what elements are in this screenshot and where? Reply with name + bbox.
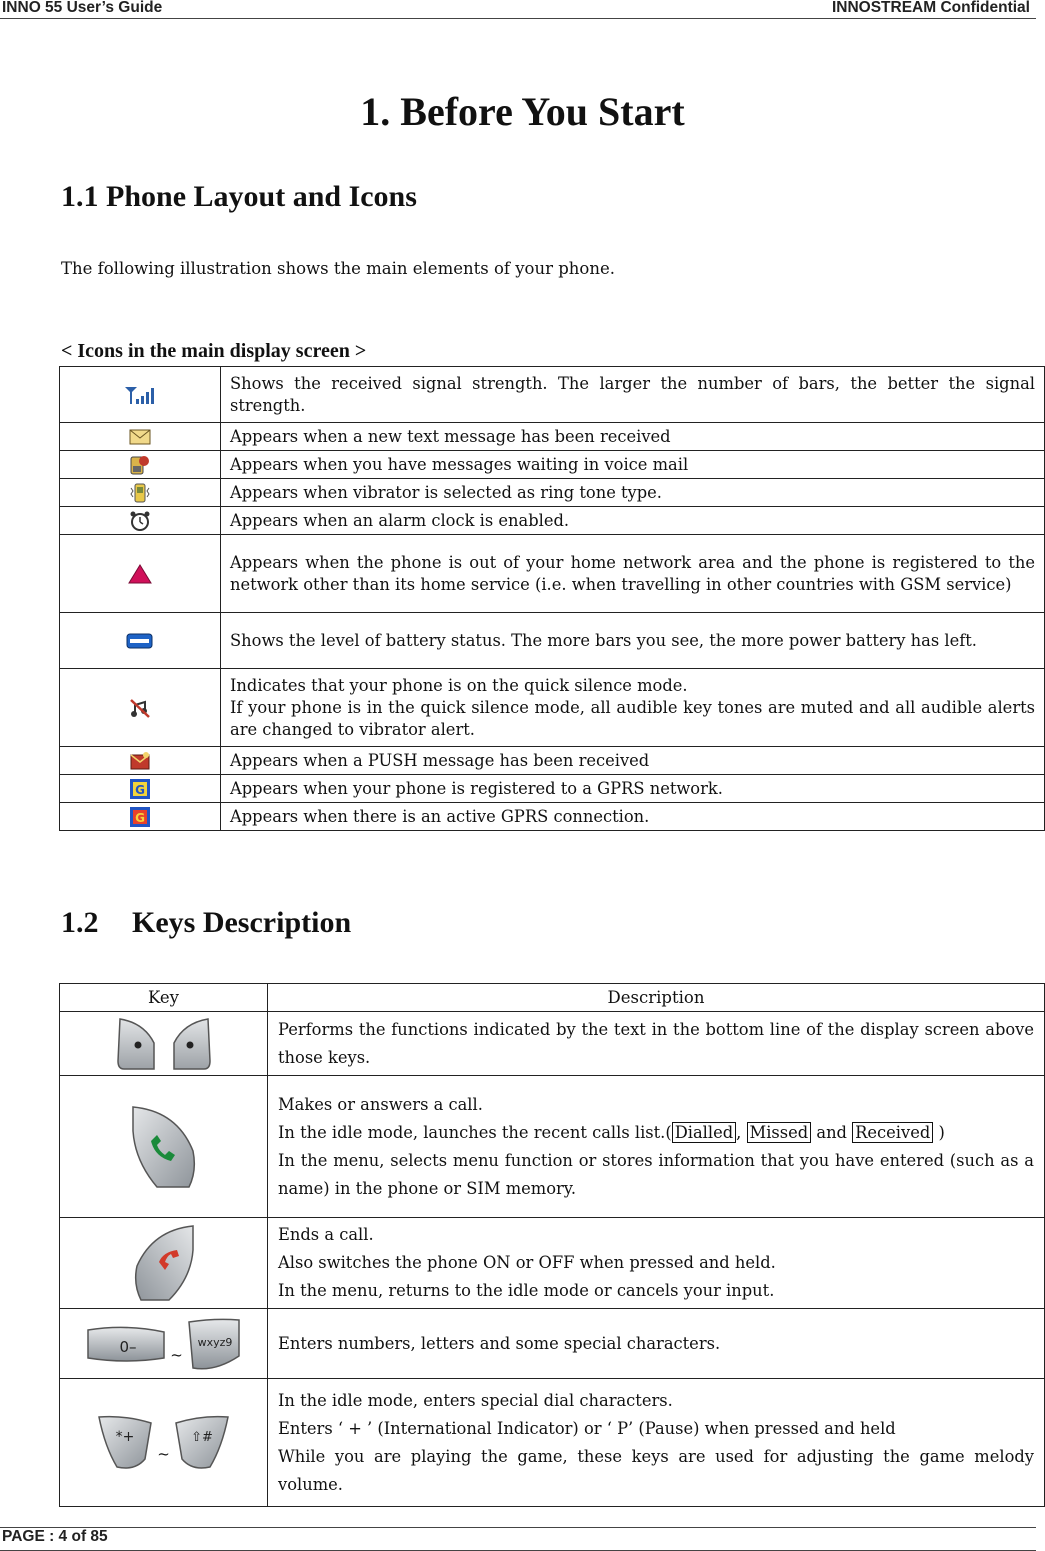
- battery-icon: [126, 632, 154, 650]
- table-row: [60, 1218, 1045, 1309]
- icon-description: Appears when there is an active GPRS connection.: [221, 803, 1045, 831]
- table-row: [60, 1076, 1045, 1218]
- keys-table: [59, 983, 1045, 1507]
- icon-description: Appears when a new text message has been received: [221, 423, 1045, 451]
- page-header: [0, 0, 1036, 19]
- range-separator: ~: [157, 1445, 170, 1463]
- header-confidential: INNOSTREAM Confidential: [831, 0, 1030, 16]
- key-image-cell: [60, 1012, 268, 1076]
- key-description-line: In the menu, selects menu function or stores information that you have entered (such as a name) in the phone or SIM memory.: [278, 1150, 1034, 1198]
- key-label-nine: wxyz9: [197, 1335, 233, 1349]
- text-fragment: and: [811, 1122, 853, 1142]
- icon-description: Shows the received signal strength. The larger the number of bars, the better the signal strength.: [221, 367, 1045, 423]
- section-title-text: Keys Description: [132, 906, 352, 939]
- table-row: [60, 613, 1045, 669]
- soft-keys-icon: [114, 1013, 214, 1075]
- key-description: [268, 1218, 1045, 1309]
- table-row: [60, 507, 1045, 535]
- icon-cell: [60, 803, 221, 831]
- section-number: 1.2: [61, 906, 99, 939]
- key-description-line: In the menu, returns to the idle mode or cancels your input.: [278, 1281, 775, 1300]
- hash-key-icon: [172, 1411, 232, 1475]
- icons-table-caption: < Icons in the main display screen >: [61, 340, 367, 362]
- key-description: Enters numbers, letters and some special characters.: [268, 1309, 1045, 1379]
- icon-cell: [60, 747, 221, 775]
- key-description-line: Also switches the phone ON or OFF when pressed and held.: [278, 1253, 776, 1272]
- key-label-hash: ⇧#: [190, 1429, 213, 1445]
- icon-description: Appears when you have messages waiting in voice mail: [221, 451, 1045, 479]
- key-description-line: Enters ‘ + ’ (International Indicator) or ‘ P’ (Pause) when pressed and held: [278, 1418, 896, 1438]
- envelope-icon: [129, 429, 151, 445]
- header-doc-title: INNO 55 User’s Guide: [2, 0, 163, 16]
- table-row: [60, 1012, 1045, 1076]
- end-key-icon: [129, 1222, 199, 1304]
- signal-strength-icon: [123, 384, 157, 406]
- icon-description: Appears when your phone is registered to a GPRS network.: [221, 775, 1045, 803]
- svg-text:G: G: [135, 810, 145, 825]
- call-key-icon: [127, 1101, 201, 1193]
- table-row: [60, 535, 1045, 613]
- svg-text:G: G: [135, 782, 145, 797]
- number-key-zero-icon: [84, 1322, 168, 1366]
- column-header-key: Key: [60, 984, 268, 1012]
- key-description-line: In the idle mode, enters special dial characters.: [278, 1390, 673, 1410]
- star-key-icon: [95, 1411, 155, 1475]
- range-separator: ~: [170, 1346, 183, 1364]
- icon-cell: [60, 507, 221, 535]
- icon-cell: [60, 367, 221, 423]
- icon-description-line: If your phone is in the quick silence mode, all audible key tones are muted and all audible alerts are changed to vibrator alert.: [230, 697, 1035, 739]
- text-fragment: In the idle mode, launches the recent calls list.(: [278, 1122, 672, 1142]
- missed-label: Missed: [747, 1122, 812, 1143]
- text-fragment: ,: [736, 1122, 747, 1142]
- key-description-line: While you are playing the game, these keys are used for adjusting the game melody volume.: [278, 1446, 1034, 1494]
- key-description: Performs the functions indicated by the text in the bottom line of the display screen above those keys.: [268, 1012, 1045, 1076]
- page-number: PAGE : 4 of 85: [2, 1528, 108, 1545]
- section-title-phone-layout: 1.1 Phone Layout and Icons: [61, 180, 417, 213]
- table-row: [60, 1309, 1045, 1379]
- gprs-registered-icon: [129, 778, 151, 800]
- icon-description: Shows the level of battery status. The more bars you see, the more power battery has left.: [221, 613, 1045, 669]
- page-footer: [0, 1527, 1036, 1551]
- icon-description: [221, 669, 1045, 747]
- key-description: [268, 1076, 1045, 1218]
- silent-mode-icon: [129, 697, 151, 719]
- section-intro: The following illustration shows the main elements of your phone.: [61, 259, 616, 278]
- table-row: [60, 1379, 1045, 1507]
- table-row: [60, 451, 1045, 479]
- icon-description: Appears when vibrator is selected as ring tone type.: [221, 479, 1045, 507]
- key-image-cell: [60, 1218, 268, 1309]
- key-image-cell: [60, 1379, 268, 1507]
- table-row: [60, 479, 1045, 507]
- icon-cell: [60, 479, 221, 507]
- icon-cell: [60, 451, 221, 479]
- dialled-label: Dialled: [672, 1122, 736, 1143]
- push-message-icon: [129, 750, 151, 772]
- alarm-clock-icon: [129, 510, 151, 532]
- icons-table: [59, 366, 1045, 831]
- gprs-active-icon: [129, 806, 151, 828]
- key-description-line: [278, 1119, 1034, 1147]
- vibrate-icon: [129, 482, 151, 504]
- key-image-cell: [60, 1076, 268, 1218]
- table-row: [60, 775, 1045, 803]
- roaming-triangle-icon: [127, 563, 153, 585]
- icon-cell: [60, 613, 221, 669]
- key-description-line: Makes or answers a call.: [278, 1094, 483, 1114]
- key-image-cell: [60, 1309, 268, 1379]
- table-row: [60, 669, 1045, 747]
- icon-cell: [60, 775, 221, 803]
- icon-description: Appears when an alarm clock is enabled.: [221, 507, 1045, 535]
- icon-cell: [60, 423, 221, 451]
- number-key-nine-icon: [185, 1316, 243, 1372]
- chapter-title: 1. Before You Start: [360, 89, 685, 134]
- table-row: [60, 423, 1045, 451]
- table-row: [60, 803, 1045, 831]
- key-description-line: Ends a call.: [278, 1225, 374, 1244]
- icon-description-line: Indicates that your phone is on the quick silence mode.: [230, 675, 688, 695]
- table-row: [60, 747, 1045, 775]
- received-label: Received: [852, 1122, 933, 1143]
- icon-cell: [60, 669, 221, 747]
- key-label-zero: 0–: [119, 1337, 137, 1356]
- voicemail-icon: [129, 454, 151, 476]
- key-description: [268, 1379, 1045, 1507]
- text-fragment: ): [933, 1122, 945, 1142]
- key-label-star: *+: [115, 1428, 135, 1445]
- section-title-keys: [61, 906, 351, 940]
- table-row: [60, 367, 1045, 423]
- icon-description: Appears when the phone is out of your home network area and the phone is registered to the network other than its home service (i.e. when travelling in other countries with GSM service): [221, 535, 1045, 613]
- column-header-description: Description: [268, 984, 1045, 1012]
- table-header-row: [60, 984, 1045, 1012]
- icon-cell: [60, 535, 221, 613]
- icon-description: Appears when a PUSH message has been received: [221, 747, 1045, 775]
